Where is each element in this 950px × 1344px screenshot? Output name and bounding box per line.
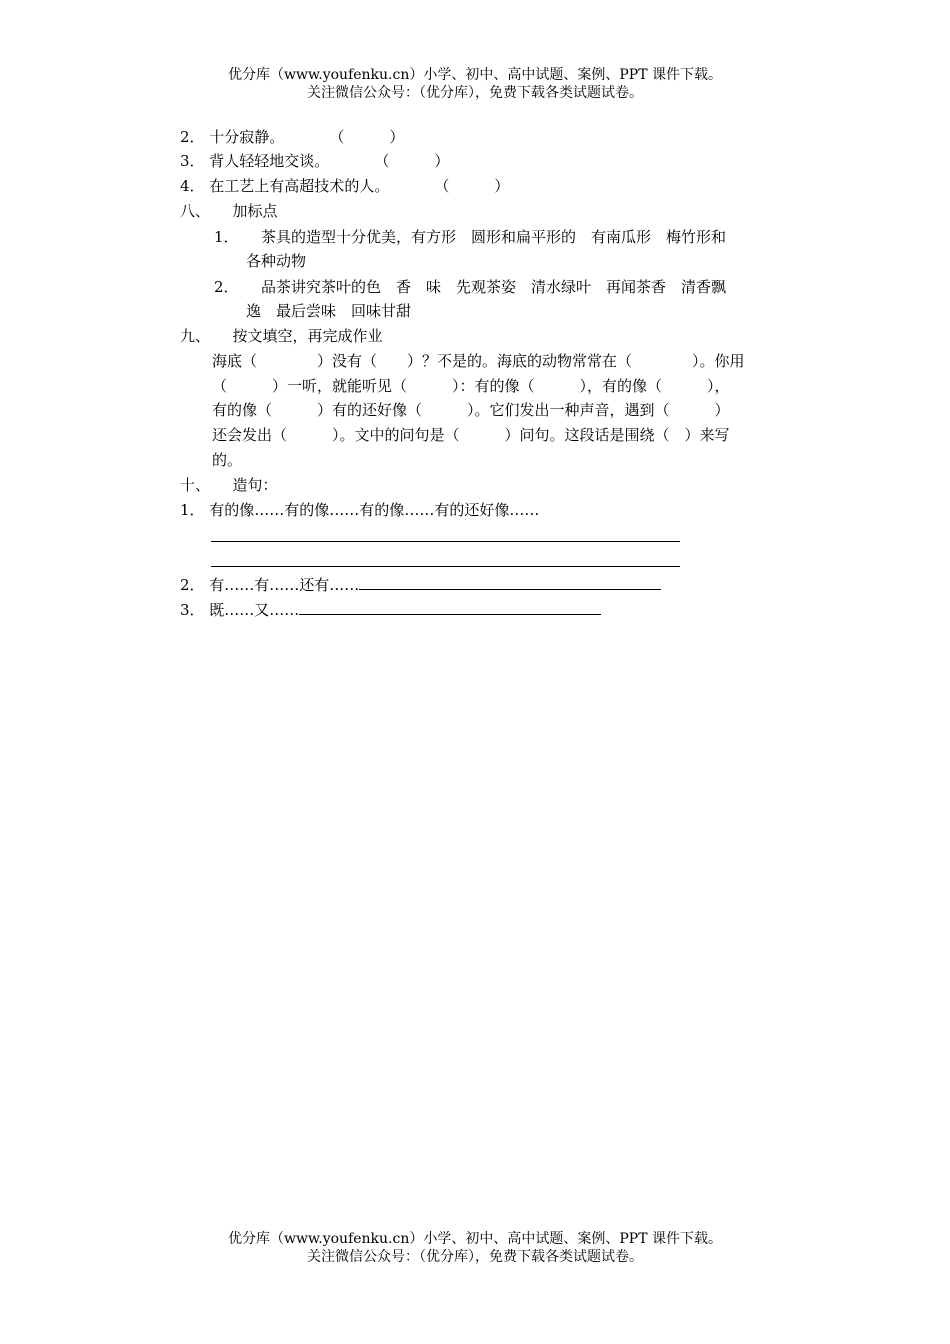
section-10-item-3-row <box>180 600 601 620</box>
header-line-2: 关注微信公众号：（优分库），免费下载各类试题试卷。 <box>307 85 643 101</box>
question-7-3: 3． 背人轻轻地交谈。 （ ） <box>180 152 450 170</box>
section-8-item-1-line-1: 1． 茶具的造型十分优美，有方形 圆形和扁平形的 有南瓜形 梅竹形和 <box>214 228 727 246</box>
section-10-item-2-row <box>180 575 661 595</box>
question-7-2: 2． 十分寂静。 （ ） <box>180 128 405 146</box>
section-9-line-4: 还会发出（ ）。文中的问句是（ ）问句。这段话是围绕（ ）来写 <box>212 426 730 444</box>
answer-line[interactable] <box>211 566 680 567</box>
section-10-item-1: 1． 有的像……有的像……有的像……有的还好像…… <box>180 501 540 519</box>
page-footer <box>0 1230 950 1266</box>
section-8-item-2-line-2: 逸 最后尝味 回味甘甜 <box>246 302 412 320</box>
section-10-item-2: 2． 有……有……还有…… <box>180 576 360 594</box>
question-7-4: 4． 在工艺上有高超技术的人。 （ ） <box>180 177 510 195</box>
answer-line[interactable] <box>359 575 661 590</box>
section-8-item-2-line-1: 2． 品茶讲究茶叶的色 香 味 先观茶姿 清水绿叶 再闻茶香 清香飘 <box>214 278 727 296</box>
section-8-item-1-line-2: 各种动物 <box>246 252 307 270</box>
section-10-item-3: 3． 既……又…… <box>180 601 300 619</box>
answer-line[interactable] <box>299 600 601 615</box>
answer-line[interactable] <box>211 541 680 542</box>
section-9-heading: 九、 按文填空，再完成作业 <box>180 327 383 345</box>
header-line-1: 优分库（www.youfenku.cn）小学、初中、高中试题、案例、PPT 课件下载。 <box>227 67 722 83</box>
section-9-line-2: （ ）一听，就能听见（ ）：有的像（ ），有的像（ ）， <box>212 377 730 395</box>
section-10-heading: 十、 造句： <box>180 476 278 494</box>
footer-line-1: 优分库（www.youfenku.cn）小学、初中、高中试题、案例、PPT 课件下载。 <box>227 1231 722 1247</box>
section-9-line-3: 有的像（ ）有的还好像（ ）。它们发出一种声音，遇到（ ） <box>212 401 730 419</box>
section-9-line-5: 的。 <box>212 451 243 469</box>
section-9-line-1: 海底（ ）没有（ ）？不是的。海底的动物常常在（ ）。你用 <box>212 352 745 370</box>
page-header <box>0 66 950 102</box>
section-8-heading: 八、 加标点 <box>180 202 278 220</box>
footer-line-2: 关注微信公众号：（优分库），免费下载各类试题试卷。 <box>307 1249 643 1265</box>
